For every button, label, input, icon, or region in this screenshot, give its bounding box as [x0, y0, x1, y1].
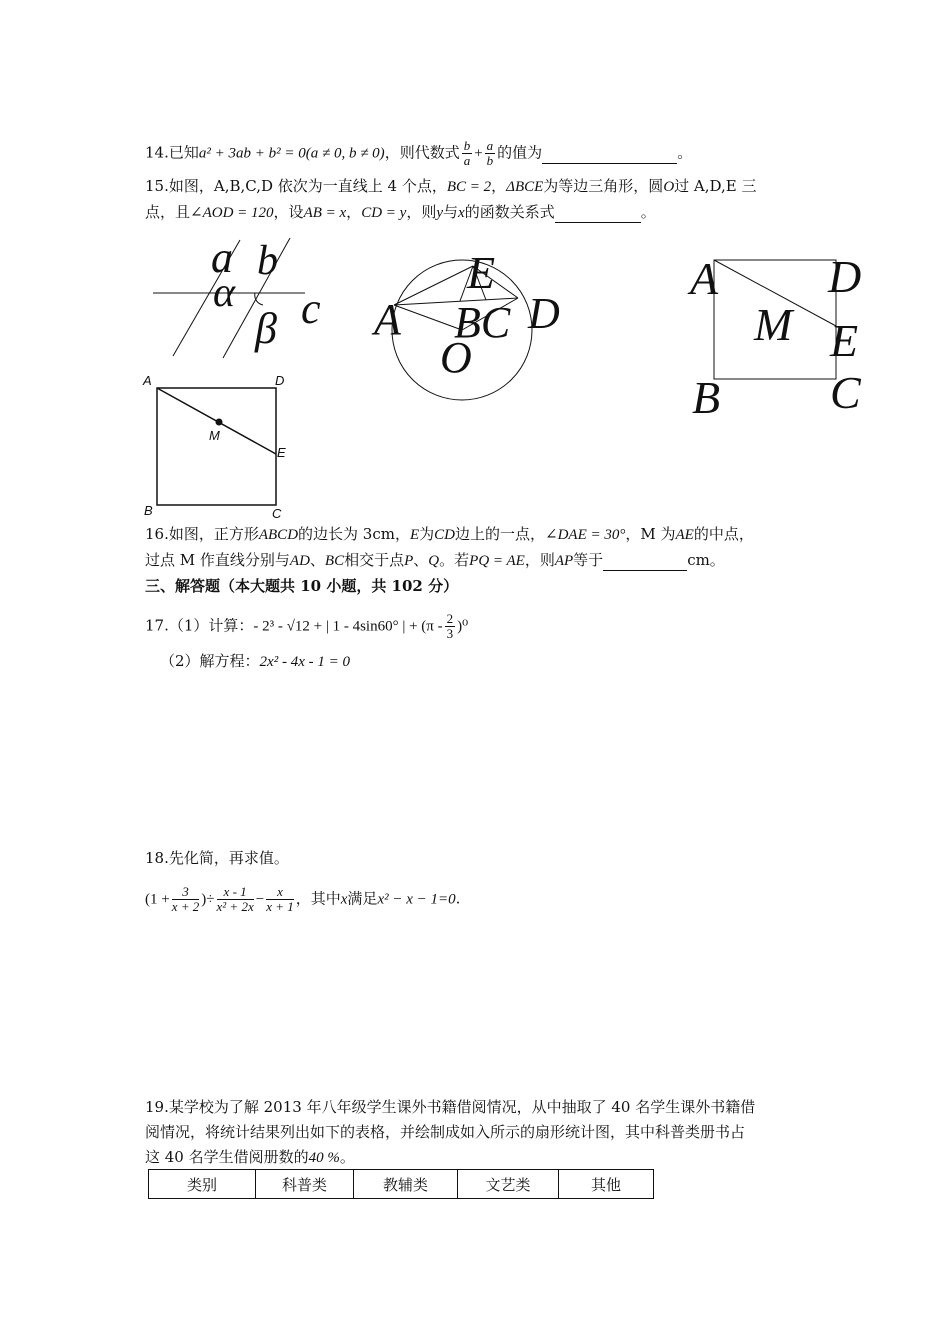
label-c: c [301, 284, 321, 333]
q15-line1: 15.如图，A,B,C,D 依次为一直线上 4 个点，BC = 2，ΔBCE为等边三角形，圆O过 A,D,E 三 [145, 177, 757, 195]
label-c: C [272, 506, 282, 521]
table-header-cell: 类别 [149, 1170, 256, 1199]
q17-frac: $\frac{2}{3}$ [446, 611, 454, 641]
q15-line2: 点，且∠AOD = 120，设AB = x，CD = y，则y与x的函数关系式 。 [145, 203, 656, 221]
q16-answer-blank [603, 550, 687, 571]
q14-line: 14.已知a² + 3ab + b² = 0(a ≠ 0, b ≠ 0)，则代数式 $\frac{b}{a}$ + $\frac{a}{b}$ 的值为 。 [145, 138, 693, 168]
label-e: E [277, 445, 286, 460]
q14-frac2: $\frac{a}{b}$ [486, 138, 494, 168]
label-b: b [257, 238, 278, 284]
table-row [149, 1170, 654, 1199]
point-m [216, 419, 223, 426]
q18-title: 18.先化简，再求值。 [145, 849, 289, 867]
q16-line2: 过点 M 作直线分别与AD、BC相交于点P、Q。若PQ = AE，则AP等于 cm。 [145, 551, 725, 569]
table-header-cell: 教辅类 [354, 1170, 458, 1199]
q17-part2: （2）解方程：2x² - 4x - 1 = 0 [160, 652, 350, 670]
table-header-cell: 文艺类 [458, 1170, 559, 1199]
figure-square-small [140, 370, 300, 520]
label-b: B [692, 372, 721, 423]
q14-condition: a² + 3ab + b² = 0(a ≠ 0, b ≠ 0) [198, 145, 385, 162]
q19-line3: 这 40 名学生借阅册数的40 %。 [145, 1148, 355, 1166]
label-m: M [209, 428, 220, 443]
label-b: B [144, 503, 153, 518]
figure-square-large [690, 250, 870, 423]
label-e: E [830, 315, 859, 366]
q17-part1: 17.（1）计算：- 2³ - √12 + | 1 - 4sin60° | + (π - $\frac{2}{3}$ )⁰ [145, 611, 469, 641]
figure-circle [370, 240, 580, 410]
q15-answer-blank [555, 202, 641, 223]
label-d: D [528, 289, 560, 338]
label-a: A [374, 295, 401, 344]
label-a: A [690, 253, 719, 304]
label-e: E [467, 247, 496, 298]
label-a: A [143, 373, 152, 388]
q18-expression: (1 + $\frac{3}{x + 2}$ )÷ $\frac{x - 1}{\text{x² + 2x}}$ − $\frac{x}{x + 1}$ ，其中x满足x² − x − 1=0. [145, 884, 461, 914]
q14-frac1: $\frac{b}{a}$ [463, 138, 471, 168]
q19-line2: 阅情况，将统计结果列出如下的表格，并绘制成如入所示的扇形统计图，其中科普类册书占 [145, 1123, 746, 1141]
label-d: D [275, 373, 285, 388]
label-c: C [830, 367, 861, 418]
label-beta: β [255, 304, 277, 353]
square [157, 388, 276, 505]
label-o: O [440, 333, 472, 382]
label-bc: BC [454, 298, 511, 347]
q19-table [148, 1169, 654, 1199]
q16-line1: 16.如图，正方形ABCD的边长为 3cm，E为CD边上的一点，∠DAE = 30°，M 为AE的中点， [145, 525, 754, 543]
label-m: M [754, 299, 793, 350]
figure-parallel-lines [145, 228, 345, 368]
q19-line1: 19.某学校为了解 2013 年八年级学生课外书籍借阅情况，从中抽取了 40 名学生课外书籍借 [145, 1098, 756, 1116]
label-a: a [211, 233, 233, 282]
label-d: D [828, 251, 862, 302]
q14-answer-blank [542, 143, 677, 164]
section-title: 三、解答题（本大题共 10 小题，共 102 分） [145, 577, 459, 595]
label-alpha: α [213, 270, 236, 316]
table-header-cell: 其他 [559, 1170, 654, 1199]
table-header-cell: 科普类 [256, 1170, 354, 1199]
